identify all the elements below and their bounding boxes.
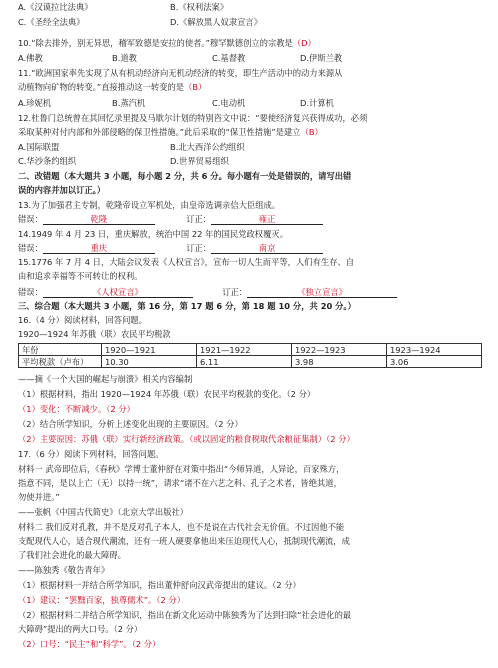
q13-fix-label: 订正： [186, 214, 212, 224]
table-cell: 平均税款（卢布） [19, 356, 102, 368]
q12-option-c: C.华沙条约组织 [18, 156, 77, 166]
q9-option-b: B.《权利法案》 [170, 2, 229, 12]
q17-question-2-line-2: 大障碍”提出的两大口号。（2 分） [18, 624, 143, 634]
q11-option-d: D.计算机 [300, 98, 334, 108]
q17-material-1-source: ——张帆《中国古代简史》（北京大学出版社） [18, 507, 189, 517]
table-header-cell: 年份 [19, 344, 102, 356]
q12-option-d: D.世界贸易组织 [170, 156, 229, 166]
q17-material-2-source: ——陈独秀《敬告青年》 [18, 565, 110, 575]
q16-question-2: （2）结合所学知识，分析上述变化出现的主要原因。（2 分） [18, 419, 243, 429]
q15-wrong-label: 错误： [18, 287, 43, 297]
q9-option-a: A.《汉谟拉比法典》 [18, 2, 93, 12]
q12-option-a: A.国际联盟 [18, 142, 60, 152]
q10-option-a: A.佛教 [18, 53, 43, 63]
q11-answer: （B） [184, 82, 207, 92]
table-header-cell: 1922—1923 [292, 344, 387, 356]
q13-fix-value: 雍正 [258, 214, 276, 224]
q9-option-d: D.《解放黑人奴隶宣言》 [170, 17, 262, 27]
table-header-cell: 1923—1924 [387, 344, 482, 356]
q17-question-1: （1）根据材料一并结合所学知识，指出董仲舒向汉武帝提出的建议。（2 分） [18, 580, 301, 590]
q16-answer-2: （2）主要原因：苏俄（联）实行新经济政策。（或以固定的粮食税取代余粮征集制）（2 分） [18, 434, 355, 444]
table-cell: 10.30 [102, 356, 197, 368]
q15-fix-value: 《独立宣言》 [297, 287, 347, 297]
q10-option-c: C.基督教 [212, 53, 246, 63]
q11-stem-text: 动植物向矿物的转变。”直接推动这一转变的是 [18, 82, 185, 92]
q15-stem-line-1: 15.1776 年 7 月 4 日，大陆会议发表《人权宣言》，宣布一切人生而平等，人们有生存、自 [18, 257, 355, 267]
q13-fix-blank [211, 214, 323, 225]
q14-fix-value: 南京 [258, 243, 276, 253]
table-header-cell: 1920—1921 [102, 344, 197, 356]
q14-fix-blank [211, 243, 323, 254]
q11-stem-line-2 [18, 82, 484, 93]
q10-stem [18, 38, 484, 49]
q14-wrong-value: 重庆 [90, 243, 108, 253]
q15-fix-label: 订正： [222, 287, 248, 297]
q10-stem-text: 10.“除去排外，别无异思，稽军致德是安拉的使者。”穆罕默德创立的宗教是 [18, 38, 293, 48]
q14-wrong-label: 错误： [18, 243, 43, 253]
q15-fix-blank [247, 287, 397, 298]
q12-option-b: B.北大西洋公约组织 [170, 142, 245, 152]
q17-material-1-line-3: 勿使并进。” [18, 492, 60, 502]
q10-option-b: B.道教 [112, 53, 137, 63]
q17-answer-2: （2）口号：“民主”和“科学”。（2 分） [18, 639, 161, 649]
q16-answer-1: （1）变化：不断减少。（2 分） [18, 404, 135, 414]
q16-question-1: （1）根据材料，指出 1920—1924 年苏俄（联）农民平均税款的变化。（2 分） [18, 389, 316, 399]
q14-fix-label: 订正： [186, 243, 212, 253]
q17-material-1-line-1: 材料一 武帝即位后，《春秋》学博士董仲舒在对策中指出“今师异道，人异论，百家殊方， [18, 464, 345, 474]
q13-wrong-value: 乾隆 [90, 214, 108, 224]
q12-stem-line-1: 12.杜鲁门总统曾在其回忆录里提及马歇尔计划的特别咨文中说：“要使经济复兴获得成功，必须 [18, 113, 368, 123]
q13-stem: 13.为了加强君主专制，乾隆帝设立军机处，由皇帝选调亲信大臣组成。 [18, 200, 281, 210]
q17-material-1-line-2: 指意不同，是以上亡（无）以持一统”，请求“诸不在六艺之科、孔子之术者，皆绝其道， [18, 478, 342, 488]
q17-question-2-line-1: （2）根据材料二并结合所学知识，指出在新文化运动中陈独秀为了达到扫除“社会进化的最 [18, 610, 352, 620]
q10-option-d: D.伊斯兰教 [300, 53, 343, 63]
q15-answer-row [18, 287, 484, 298]
q17-material-2-line-2: 支配现代人心，适合现代潮流，还有一班人硬要拿他出来压迫现代人心，抵制现代潮流，成 [18, 536, 350, 546]
section-2-title-line-1: 二、改错题（本大题共 3 小题，每小题 2 分，共 6 分。每小题有一处是错误的，请写出错 [18, 171, 352, 181]
q16-source: ——摘《一个大国的崛起与崩溃》相关内容编制 [18, 374, 193, 384]
q12-answer: （B） [300, 127, 323, 137]
table-header-row [19, 344, 482, 356]
q16-stem: 16.（4 分）阅读材料，回答问题。 [18, 315, 147, 325]
q10-answer: （D） [292, 38, 316, 48]
q13-wrong-label: 错误： [18, 214, 43, 224]
q14-answer-row [18, 243, 484, 254]
table-header-cell: 1921—1922 [197, 344, 292, 356]
q16-tax-table [18, 343, 482, 368]
q12-stem-line-2 [18, 127, 484, 138]
q15-wrong-blank [43, 287, 193, 298]
q9-option-c: C.《圣经全法典》 [18, 17, 85, 27]
q13-wrong-blank [43, 214, 155, 225]
table-row [19, 356, 482, 368]
table-cell: 6.11 [197, 356, 292, 368]
section-3-title: 三、综合题（本大题共 3 小题，第 16 分，第 17 题 6 分，第 18 题 10 分，共 20 分。） [18, 301, 356, 311]
q17-stem: 17.（6 分）阅读下列材料，回答问题。 [18, 449, 164, 459]
table-cell: 3.98 [292, 356, 387, 368]
table-cell: 3.06 [387, 356, 482, 368]
q15-stem-line-2: 由和追求幸福等不可转让的权利。 [18, 271, 143, 281]
q17-material-2-line-1: 材料二 我们反对孔教，并不是反对孔子本人，也不是说在古代社会无价值。不过因他不能 [18, 522, 345, 532]
q17-material-2-line-3: 了我们社会进化的最大障碍。 [18, 550, 126, 560]
q14-wrong-blank [43, 243, 155, 254]
q14-stem: 14.1949 年 4 月 23 日，重庆解放，统治中国 22 年的国民党政权覆灭。 [18, 229, 288, 239]
q11-option-c: C.电动机 [212, 98, 246, 108]
q11-option-a: A.珍妮机 [18, 98, 52, 108]
section-2-title-line-2: 误的内容并加以订正。） [18, 185, 106, 195]
q11-option-b: B.蒸汽机 [112, 98, 146, 108]
q12-stem-text: 采取某种对付内部和外部侵略的保卫性措施。”此后采取的“保卫性措施”是建立 [18, 127, 301, 137]
q16-table-title: 1920—1924 年苏俄（联）农民平均税款 [18, 329, 171, 339]
q11-stem-line-1: 11.“欧洲国家率先实现了从有机动经济向无机动经济的转变，即生产活动中的动力来源从 [18, 68, 343, 78]
q15-wrong-value: 《人权宣言》 [93, 287, 143, 297]
q13-answer-row [18, 214, 484, 225]
q17-answer-1: （1）建议：“罢黜百家，独尊儒术”。（2 分） [18, 595, 185, 605]
